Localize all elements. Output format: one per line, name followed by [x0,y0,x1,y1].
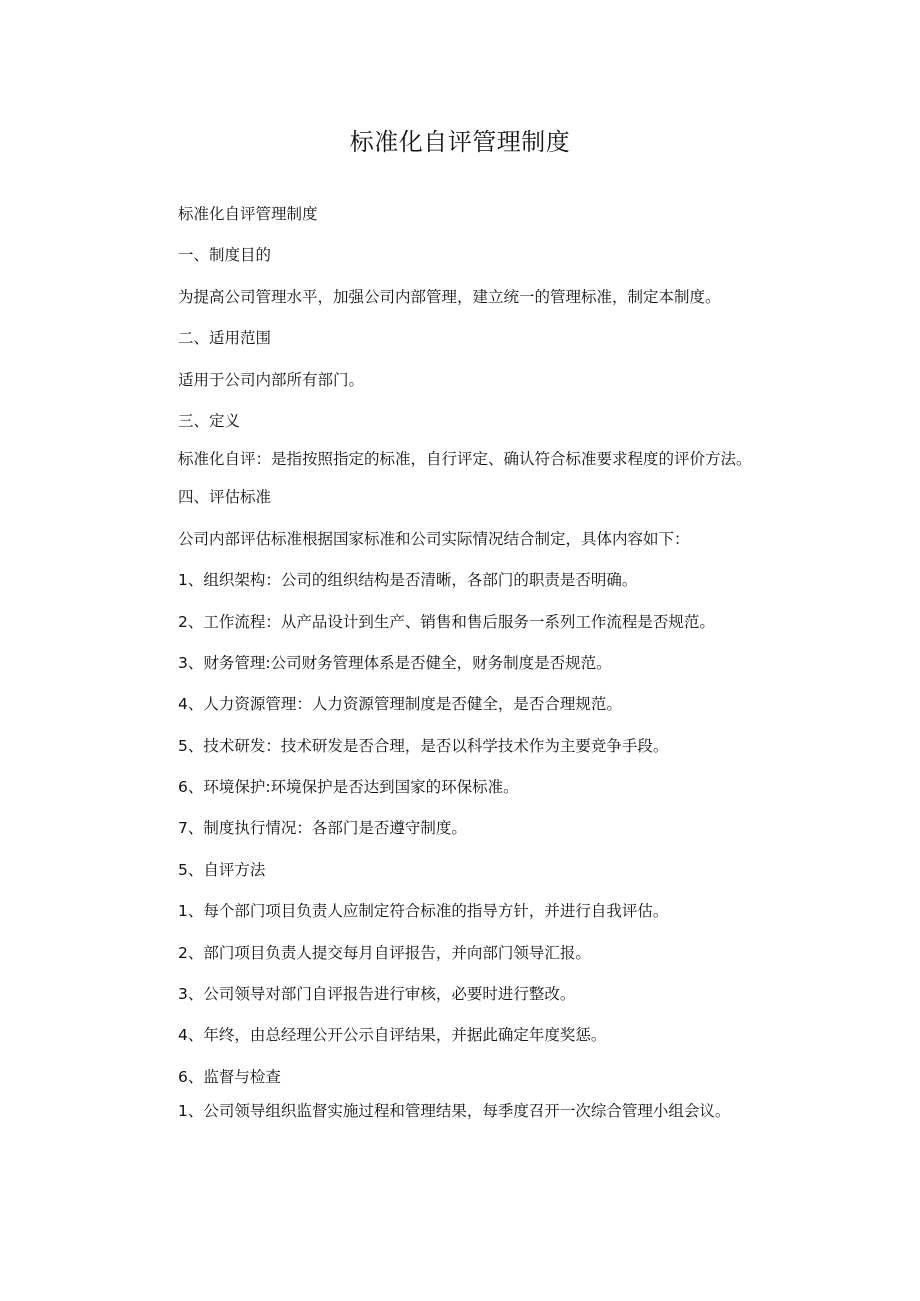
list-item-method-3: 3、公司领导对部门自评报告进行审核，必要时进行整改。 [178,985,576,1004]
paragraph-definition: 标准化自评：是指按照指定的标准，自行评定、确认符合标准要求程度的评价方法。 [178,450,752,469]
heading-scope: 二、适用范围 [178,329,272,348]
heading-supervision: 6、监督与检查 [178,1067,281,1086]
list-item-criteria-6: 6、环境保护:环境保护是否达到国家的环保标准。 [178,778,519,797]
list-item-criteria-4: 4、人力资源管理：人力资源管理制度是否健全，是否合理规范。 [178,695,622,714]
heading-definition: 三、定义 [178,411,241,430]
paragraph-criteria-intro: 公司内部评估标准根据国家标准和公司实际情况结合制定，具体内容如下： [178,529,690,548]
paragraph-scope: 适用于公司内部所有部门。 [178,370,365,389]
list-item-criteria-2: 2、工作流程：从产品设计到生产、销售和售后服务一系列工作流程是否规范。 [178,612,715,631]
list-item-criteria-7: 7、制度执行情况：各部门是否遵守制度。 [178,819,467,838]
heading-method: 5、自评方法 [178,860,266,879]
list-item-criteria-3: 3、财务管理:公司财务管理体系是否健全，财务制度是否规范。 [178,653,612,672]
list-item-criteria-1: 1、组织架构：公司的组织结构是否清晰，各部门的职责是否明确。 [178,571,638,590]
paragraph-purpose: 为提高公司管理水平，加强公司内部管理，建立统一的管理标准，制定本制度。 [178,287,721,306]
list-item-method-1: 1、每个部门项目负责人应制定符合标准的指导方针，并进行自我评估。 [178,902,669,921]
document-title: 标准化自评管理制度 [349,128,571,156]
paragraph-subtitle: 标准化自评管理制度 [178,205,318,223]
list-item-criteria-5: 5、技术研发：技术研发是否合理，是否以科学技术作为主要竞争手段。 [178,736,669,755]
heading-purpose: 一、制度目的 [178,246,272,265]
list-item-method-4: 4、年终，由总经理公开公示自评结果，并据此确定年度奖惩。 [178,1026,607,1045]
list-item-method-2: 2、部门项目负责人提交每月自评报告，并向部门领导汇报。 [178,943,591,962]
heading-criteria: 四、评估标准 [178,488,272,507]
document-body [136,197,791,1135]
list-item-supervision-1: 1、公司领导组织监督实施过程和管理结果，每季度召开一次综合管理小组会议。 [178,1101,731,1120]
